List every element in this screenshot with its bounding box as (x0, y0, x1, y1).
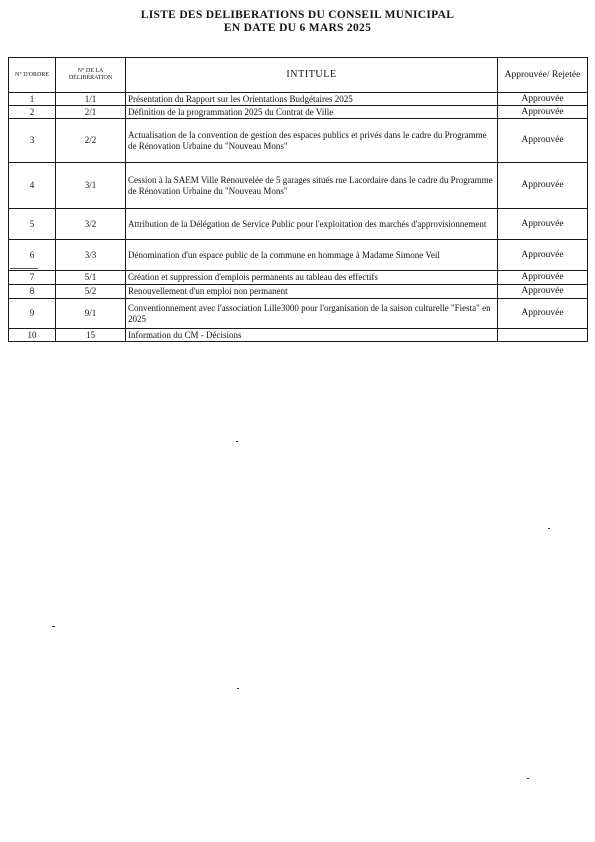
row-status: Approuvée (498, 285, 588, 299)
row-order: 1 (9, 93, 56, 106)
title-line-2: EN DATE DU 6 MARS 2025 (223, 22, 372, 34)
row-deliberation: 2/1 (56, 106, 126, 119)
table-row (9, 329, 588, 342)
row-order: 10 (9, 329, 56, 342)
row-deliberation: 9/1 (56, 299, 126, 329)
table-row (9, 299, 588, 329)
row-deliberation: 3/2 (56, 209, 126, 240)
title-line-1: LISTE DES DELIBERATIONS DU CONSEIL MUNICIPAL (140, 9, 455, 21)
table-row (9, 285, 588, 299)
row-status: Approuvée (498, 163, 588, 209)
row-title: Définition de la programmation 2025 du Contrat de Ville (126, 106, 498, 119)
row-deliberation: 2/2 (56, 119, 126, 163)
row-title: Présentation du Rapport sur les Orientations Budgétaires 2025 (126, 93, 498, 106)
header-deliberation: N° DE LA DÉLIBÉRATION (56, 58, 126, 93)
scan-speck (237, 688, 239, 689)
row-title: Renouvellement d'un emploi non permanent (126, 285, 498, 299)
table-row (9, 271, 588, 285)
row-deliberation: 3/1 (56, 163, 126, 209)
table-row (9, 119, 588, 163)
row-order: 4 (9, 163, 56, 209)
scan-speck (52, 626, 55, 627)
table-row (9, 209, 588, 240)
row-deliberation: 15 (56, 329, 126, 342)
table-header-row (9, 58, 588, 93)
scan-speck (527, 778, 529, 779)
scan-speck (10, 268, 38, 269)
row-order: 8 (9, 285, 56, 299)
row-title: Conventionnement avec l'association Lille3000 pour l'organisation de la saison culturelle "Fiesta" en 2025 (126, 299, 498, 329)
row-order: 2 (9, 106, 56, 119)
row-deliberation: 5/1 (56, 271, 126, 285)
row-deliberation: 5/2 (56, 285, 126, 299)
row-status: Approuvée (498, 93, 588, 106)
row-order: 9 (9, 299, 56, 329)
scan-speck (548, 528, 550, 529)
row-order: 5 (9, 209, 56, 240)
deliberations-table (8, 57, 588, 342)
row-deliberation: 1/1 (56, 93, 126, 106)
row-order: 6 (9, 240, 56, 271)
header-title: INTITULE (126, 58, 498, 93)
row-deliberation: 3/3 (56, 240, 126, 271)
row-title: Dénomination d'un espace public de la commune en hommage à Madame Simone Veil (126, 240, 498, 271)
row-status: Approuvée (498, 119, 588, 163)
header-status: Approuvée/ Rejetée (498, 58, 588, 93)
table-row (9, 240, 588, 271)
row-status: Approuvée (498, 299, 588, 329)
row-order: 7 (9, 271, 56, 285)
row-title: Attribution de la Délégation de Service Public pour l'exploitation des marchés d'approvisionnement (126, 209, 498, 240)
row-title: Création et suppression d'emplois permanents au tableau des effectifs (126, 271, 498, 285)
row-title: Information du CM - Décisions (126, 329, 498, 342)
table-row (9, 106, 588, 119)
row-order: 3 (9, 119, 56, 163)
scan-speck (236, 441, 238, 442)
row-title: Actualisation de la convention de gestion des espaces publics et privés dans le cadre du Programme de Rénovation Urbaine du "Nouveau Mons" (126, 119, 498, 163)
row-status: Approuvée (498, 240, 588, 271)
table-row (9, 93, 588, 106)
table-row (9, 163, 588, 209)
row-status: Approuvée (498, 209, 588, 240)
row-status: Approuvée (498, 271, 588, 285)
document-title (0, 9, 595, 35)
row-status: Approuvée (498, 106, 588, 119)
header-order: N° D'ORDRE (9, 58, 56, 93)
row-status (498, 329, 588, 342)
row-title: Cession à la SAEM Ville Renouvelée de 5 garages situés rue Lacordaire dans le cadre du Programme de Rénovation Urbaine du "Nouveau Mons" (126, 163, 498, 209)
